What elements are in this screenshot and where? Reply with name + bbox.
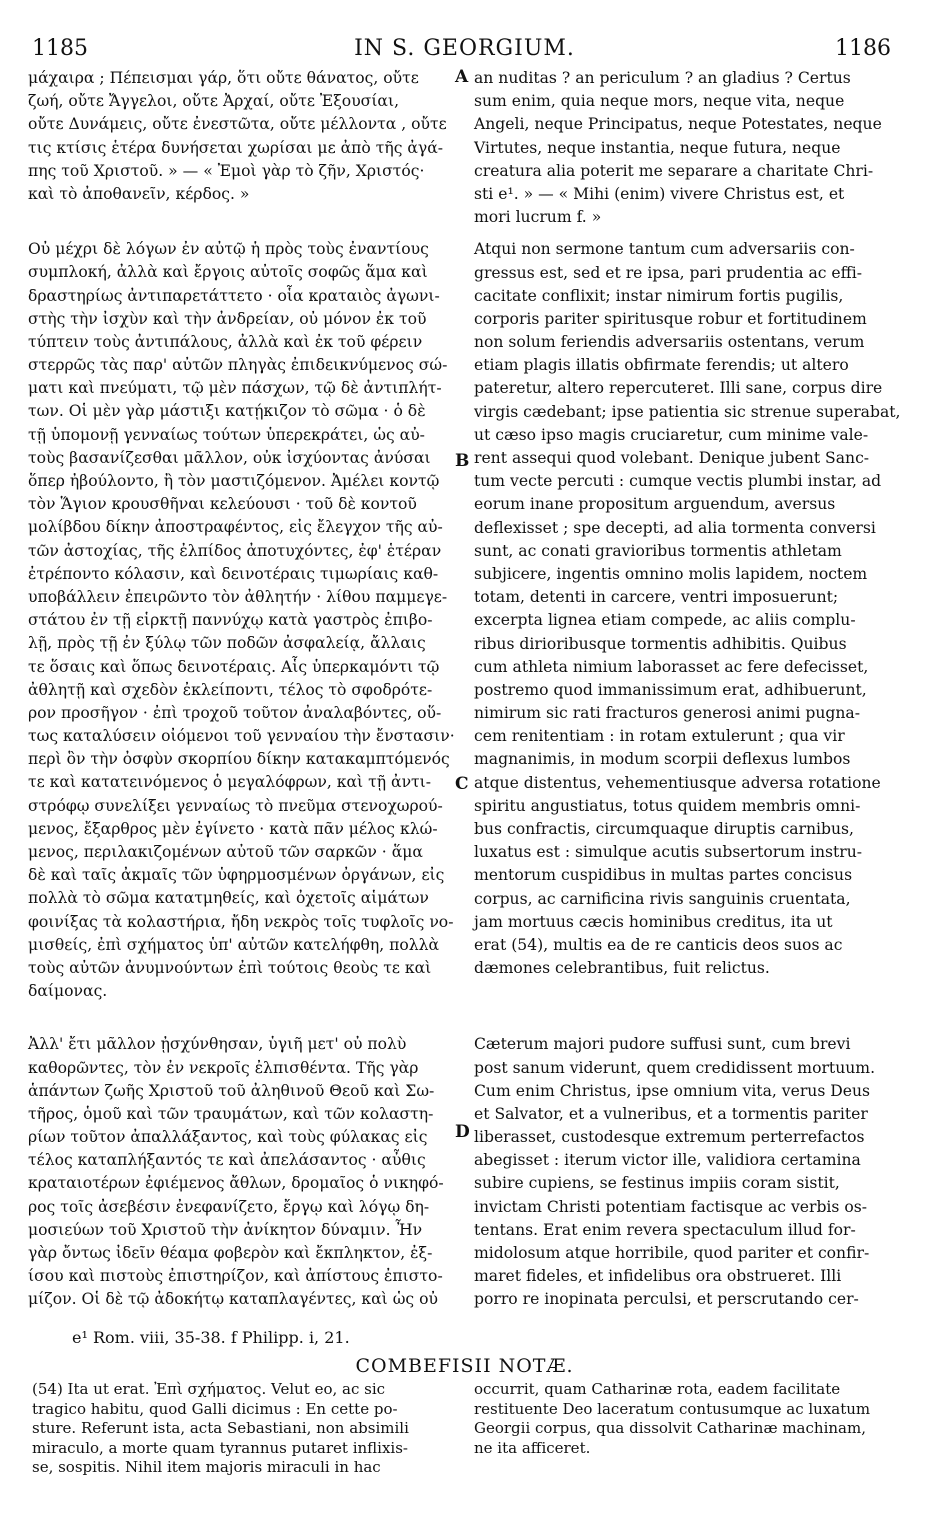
greek-text-line: δαίμονας. bbox=[28, 982, 108, 1001]
latin-text-line: etiam plagis illatis obfirmate ferendis; ut altero bbox=[474, 356, 849, 375]
latin-text-line: mentorum cuspidibus in multas partes concisus bbox=[474, 866, 853, 885]
greek-text-line: τῆρος, ὁμοῦ καὶ τῶν τραυμάτων, καὶ τῶν κολαστη- bbox=[28, 1104, 434, 1123]
latin-text-line: subjicere, ingentis omnino molis lapidem, noctem bbox=[474, 564, 868, 583]
greek-text-line: στὴς τὴν ἰσχὺν καὶ τὴν ἀνδρείαν, οὐ μόνον ἐκ τοῦ bbox=[28, 309, 427, 328]
greek-text-line: μενος, περιλακιζομένων αὐτοῦ τῶν σαρκῶν · ἅμα bbox=[28, 843, 423, 861]
latin-text-line: non solum feriendis adversariis ostentans, verum bbox=[474, 333, 865, 352]
right-page-number: 1186 bbox=[835, 36, 891, 61]
greek-text-line: ἁπάντων ζωῆς Χριστοῦ τοῦ ἀληθινοῦ Θεοῦ καὶ Σω- bbox=[28, 1081, 435, 1100]
greek-text-line: υποβάλλειν ἐπειρῶντο τὸν ἀθλητήν · λίθου παμμεγε- bbox=[28, 587, 448, 606]
latin-text-line: corporis pariter spiritusque robur et fortitudinem bbox=[474, 309, 867, 328]
latin-text-line: nimirum sic rati fracturos generosi animi pugna- bbox=[474, 704, 860, 723]
latin-text-line: sti e¹. » — « Mihi (enim) vivere Christus est, et bbox=[474, 184, 845, 203]
note-line: miraculo, a morte quam tyrannus putaret inflixis- bbox=[32, 1438, 408, 1457]
latin-text-line: eorum inane propositum arguendum, aversus bbox=[474, 495, 836, 514]
greek-text-line: τὸν Ἅγιον κρουσθῆναι κελεύουσι · τοῦ δὲ κοντοῦ bbox=[28, 495, 417, 514]
latin-text-line: et Salvator, et a vulneribus, et a tormentis pariter bbox=[474, 1104, 868, 1123]
latin-text-line: sunt, ac conati gravioribus tormentis athletam bbox=[474, 541, 842, 560]
latin-text-line: bus confractis, circumquaque diruptis carnibus, bbox=[474, 820, 855, 838]
greek-text-line: καὶ τὸ ἀποθανεῖν, κέρδος. » bbox=[28, 184, 250, 203]
latin-text-line: totam, detenti in carcere, ventri imposuerunt; bbox=[474, 588, 839, 607]
greek-text-line: πολλὰ τὸ σῶμα κατατμηθείς, καὶ ὀχετοῖς αἱμάτων bbox=[28, 889, 429, 908]
greek-text-line: στρόφῳ συνελίξει γενναίως τὸ πνεῦμα στενοχωρού- bbox=[28, 796, 443, 815]
greek-column bbox=[28, 67, 469, 1312]
latin-text-line: maret fideles, et infidelibus ora obstrueret. Illi bbox=[474, 1267, 842, 1286]
latin-text-line: dæmones celebrantibus, fuit relictus. bbox=[474, 959, 770, 978]
greek-text-line: τε καὶ κατατεινόμενος ὁ μεγαλόφρων, καὶ τῇ ἀντι- bbox=[28, 773, 432, 792]
latin-text-line: Cum enim Christus, ipse omnium vita, verus Deus bbox=[474, 1081, 871, 1100]
latin-text-line: gressus est, sed et re ipsa, pari prudentia ac effi- bbox=[474, 263, 862, 282]
latin-text-line: Virtutes, neque instantia, neque futura, neque bbox=[474, 138, 841, 157]
note-line: se, sospitis. Nihil item majoris miraculi in hac bbox=[32, 1458, 381, 1476]
latin-text-line: sum enim, quia neque mors, neque vita, neque bbox=[474, 92, 845, 111]
greek-text-line: καθορῶντες, τὸν ἐν νεκροῖς ἐλπισθέντα. Τῆς γὰρ bbox=[28, 1058, 419, 1077]
greek-text-line: ίσου καὶ πιστοὺς ἐπιστηρίζον, καὶ ἀπίστους ἐπιστο- bbox=[28, 1267, 443, 1286]
latin-text-line: an nuditas ? an periculum ? an gladius ? Certus bbox=[474, 69, 851, 87]
greek-text-line: λῇ, πρὸς τῇ ἐν ξύλῳ τῶν ποδῶν ἀσφαλείᾳ, ἄλλαις bbox=[28, 634, 426, 653]
margin-letter-a: A bbox=[455, 67, 469, 87]
greek-text-line: ρον προσῆγον · ἐπὶ τροχοῦ τοῦτον ἀναλαβόντες, οὕ- bbox=[28, 703, 442, 722]
greek-text-line: περὶ ὃν τὴν ὀσφὺν σκορπίου δίκην κατακαμπτόμενός bbox=[28, 750, 450, 769]
latin-paragraph-3 bbox=[474, 1033, 894, 1311]
greek-text-line: τις κτίσις ἑτέρα δυνήσεται χωρίσαι με ἀπὸ τῆς ἀγά- bbox=[28, 138, 444, 157]
greek-text-line: ὅπερ ἠβούλοντο, ἢ τὸν μαστιζόμενον. Ἀμέλει κοντῷ bbox=[28, 472, 440, 490]
latin-text-line: deflexisset ; spe decepti, ad alia tormenta conversi bbox=[474, 518, 876, 537]
greek-text-line: ρίων τοῦτον ἀπαλλάξαντος, καὶ τοὺς φύλακας εἰς bbox=[28, 1128, 428, 1147]
latin-text-line: virgis cædebant; ipse patientia sic strenue superabat, bbox=[474, 402, 901, 421]
running-title: IN S. GEORGIUM. bbox=[354, 36, 575, 61]
latin-text-line: tum vecte percuti : cumque vectis plumbi instar, ad bbox=[474, 472, 882, 491]
note-line: ne ita afficeret. bbox=[474, 1438, 591, 1457]
latin-text-line: ut cæso ipso magis cruciaretur, cum minime vale- bbox=[474, 425, 869, 444]
latin-column bbox=[474, 67, 901, 1312]
greek-text-line: οὔτε Δυνάμεις, οὔτε ἐνεστῶτα, οὔτε μέλλοντα , οὔτε bbox=[28, 115, 447, 134]
greek-text-line: τῇ ὑπομονῇ γενναίως τούτων ὑπερεκράτει, ὡς αὐ- bbox=[28, 425, 425, 444]
latin-text-line: cum athleta nimium laborasset ac fere defecisset, bbox=[474, 657, 869, 676]
greek-text-line: τοὺς βασανίζεσθαι μᾶλλον, οὐκ ἰσχύοντας ἀνύσαι bbox=[28, 448, 431, 467]
margin-letter-c: C bbox=[455, 774, 469, 794]
latin-text-line: midolosum atque horribile, quod pariter et confir- bbox=[474, 1244, 870, 1262]
margin-letter-d: D bbox=[455, 1122, 470, 1142]
latin-text-line: liberasset, custodesque extremum perterrefactos bbox=[474, 1128, 865, 1147]
greek-text-line: τοὺς αὐτῶν ἀνυμνούντων ἐπὶ τούτοις θεοὺς τε καὶ bbox=[28, 958, 432, 977]
latin-paragraph-2 bbox=[474, 238, 901, 980]
greek-text-line: μενος, ἔξαρθρος μὲν ἐγίνετο · κατὰ πᾶν μέλος κλώ- bbox=[28, 819, 438, 838]
note-line: (54) Ita ut erat. Ἐπὶ σχήματος. Velut eo, ac sic bbox=[32, 1380, 386, 1398]
latin-text-line: creatura alia poterit me separare a charitate Chri- bbox=[474, 161, 874, 180]
notes-left-column bbox=[32, 1380, 409, 1478]
greek-text-line: συμπλοκή, ἀλλὰ καὶ ἔργοις αὐτοῖς σοφῶς ἅμα καὶ bbox=[28, 263, 428, 282]
greek-text-line: ρος τοῖς ἀσεβέσιν ἐνεφανίζετο, ἔργῳ καὶ λόγῳ δη- bbox=[28, 1197, 430, 1216]
greek-text-line: δὲ καὶ ταῖς ἀκμαῖς τῶν ὑφηρμοσμένων ὀργάνων, εἰς bbox=[28, 866, 445, 885]
greek-text-line: δραστηρίως ἀντιπαρετάττετο · οἷα κραταιὸς ἀγωνι- bbox=[28, 286, 440, 305]
greek-paragraph-3 bbox=[28, 1033, 466, 1311]
latin-text-line: jam mortuus cæcis hominibus creditus, ita ut bbox=[474, 912, 833, 931]
latin-text-line: Cæterum majori pudore suffusi sunt, cum brevi bbox=[474, 1035, 851, 1054]
greek-text-line: τῶν ἀστοχίας, τῆς ἐλπίδος ἀποτυχόντες, ἐφ' ἑτέραν bbox=[28, 541, 442, 560]
latin-text-line: corpus, ac carnificina rivis sanguinis cruentata, bbox=[474, 889, 851, 908]
latin-text-line: magnanimis, in modum scorpii deflexus lumbos bbox=[474, 750, 851, 769]
notes-title: COMBEFISII NOTÆ. bbox=[355, 1355, 574, 1377]
greek-text-line: μισθείς, ἐπὶ σχήματος ὑπ' αὐτῶν κατελήφθη, πολλὰ bbox=[28, 935, 440, 954]
greek-text-line: ἀθλητῇ καὶ σχεδὸν ἐκλείποντι, τέλος τὸ σφοδρότε- bbox=[28, 680, 433, 699]
latin-text-line: pateretur, altero repercuteret. Illi sane, corpus dire bbox=[474, 379, 883, 398]
left-page-number: 1185 bbox=[32, 36, 88, 61]
greek-text-line: φοινίξας τὰ κολαστήρια, ἤδη νεκρὸς τοῖς τυφλοῖς νο- bbox=[28, 912, 454, 931]
scripture-references: e¹ Rom. viii, 35-38. f Philipp. i, 21. bbox=[72, 1328, 350, 1347]
greek-text-line: μάχαιρα ; Πέπεισμαι γάρ, ὅτι οὔτε θάνατος, οὔτε bbox=[28, 69, 419, 87]
greek-text-line: τέλος καταπλήξαντός τε καὶ ἀπελάσαντος · αὖθις bbox=[28, 1151, 426, 1170]
greek-text-line: μοσιεύων τοῦ Χριστοῦ τὴν ἀνίκητον δύναμιν. Ἦν bbox=[28, 1220, 423, 1239]
greek-paragraph-1 bbox=[28, 67, 469, 206]
greek-text-line: τε ὅσαις καὶ ὅπως δεινοτέραις. Αἷς ὑπερκαμόντι τῷ bbox=[28, 657, 440, 676]
latin-text-line: luxatus est : simulque acutis subsertorum instru- bbox=[474, 843, 863, 862]
latin-text-line: porro re inopinata perculsi, et perscrutando cer- bbox=[474, 1290, 859, 1309]
greek-text-line: γὰρ ὄντως ἰδεῖν θέαμα φοβερὸν καὶ ἔκπληκτον, ἐξ- bbox=[28, 1244, 433, 1262]
latin-text-line: invictam Christi potentiam factisque ac verbis os- bbox=[474, 1197, 868, 1216]
latin-text-line: cacitate conflixit; instar nimirum fortis pugilis, bbox=[474, 286, 844, 305]
latin-text-line: ribus dirioribusque tormentis adhibitis. Quibus bbox=[474, 634, 847, 653]
note-line: sture. Referunt ista, acta Sebastiani, non absimili bbox=[32, 1419, 409, 1437]
note-line: restituente Deo laceratum contusumque ac luxatum bbox=[474, 1399, 871, 1418]
greek-text-line: στερρῶς τὰς παρ' αὐτῶν πληγὰς ἐπιδεικνύμενος σώ- bbox=[28, 356, 448, 375]
greek-text-line: μολίβδου δίκην ἀποστραφέντος, εἰς ἔλεγχον τῆς αὐ- bbox=[28, 518, 443, 537]
greek-text-line: των. Οἱ μὲν γὰρ μάστιξι κατῄκιζον τὸ σῶμα · ὁ δὲ bbox=[28, 402, 426, 421]
greek-text-line: στάτου ἐν τῇ εἱρκτῇ παννύχῳ κατὰ γαστρὸς ἐπιβο- bbox=[28, 611, 433, 630]
greek-text-line: ματι καὶ πνεύματι, τῷ μὲν πάσχων, τῷ δὲ ἀντιπλήτ- bbox=[28, 379, 442, 398]
greek-text-line: Ἀλλ' ἔτι μᾶλλον ᾐσχύνθησαν, ὑγιῆ μετ' οὐ πολὺ bbox=[28, 1035, 407, 1054]
latin-text-line: mori lucrum f. » bbox=[474, 208, 602, 227]
latin-text-line: Angeli, neque Principatus, neque Potestates, neque bbox=[474, 115, 882, 134]
note-line: Georgii corpus, qua dissolvit Catharinæ machinam, bbox=[474, 1419, 866, 1437]
notes-right-column bbox=[474, 1380, 870, 1458]
latin-text-line: post sanum viderunt, quem credidissent mortuum. bbox=[474, 1058, 876, 1077]
margin-letter-b: B bbox=[455, 451, 470, 471]
greek-text-line: Οὐ μέχρι δὲ λόγων ἐν αὐτῷ ἡ πρὸς τοὺς ἐναντίους bbox=[28, 240, 429, 259]
greek-text-line: κραταιοτέρων ἐφιέμενος ἄθλων, δρομαῖος ὁ νικηφό- bbox=[28, 1174, 444, 1193]
greek-text-line: ζωή, οὔτε Ἄγγελοι, οὔτε Ἀρχαί, οὔτε Ἐξουσίαι, bbox=[28, 92, 400, 111]
latin-text-line: erat (54), multis ea de re canticis deos suos ac bbox=[474, 935, 843, 954]
greek-text-line: πης τοῦ Χριστοῦ. » — « Ἐμοὶ γὰρ τὸ ζῆν, Χριστός· bbox=[28, 161, 425, 180]
latin-text-line: tentans. Erat enim revera spectaculum illud for- bbox=[474, 1220, 856, 1239]
note-line: occurrit, quam Catharinæ rota, eadem facilitate bbox=[474, 1380, 841, 1398]
latin-text-line: abegisset : iterum victor ille, validiora certamina bbox=[474, 1151, 861, 1170]
greek-text-line: τύπτειν τοὺς ἀντιπάλους, ἀλλὰ καὶ ἐκ τοῦ φέρειν bbox=[28, 332, 423, 351]
latin-text-line: postremo quod immanissimum erat, adhibuerunt, bbox=[474, 680, 867, 699]
greek-text-line: μίζον. Οἱ δὲ τῷ ἀδοκήτῳ καταπλαγέντες, καὶ ὡς οὐ bbox=[28, 1290, 438, 1309]
latin-text-line: spiritu angustiatus, totus quidem membris omni- bbox=[474, 796, 861, 815]
latin-text-line: rent assequi quod volebant. Denique jubent Sanc- bbox=[474, 449, 870, 467]
note-line: tragico habitu, quod Galli dicimus : En cette po- bbox=[32, 1399, 398, 1418]
latin-text-line: cem renitentiam : in rotam extulerunt ; qua vir bbox=[474, 727, 845, 746]
greek-paragraph-2 bbox=[28, 238, 466, 1003]
latin-text-line: atque distentus, vehementiusque adversa rotatione bbox=[474, 773, 881, 792]
greek-text-line: τως καταλύσειν οἰόμενοι τοῦ γενναίου τὴν ἔνστασιν· bbox=[28, 727, 455, 746]
greek-text-line: ἐτρέποντο κόλασιν, καὶ δεινοτέραις τιμωρίαις καθ- bbox=[28, 564, 439, 583]
latin-text-line: Atqui non sermone tantum cum adversariis con- bbox=[474, 240, 855, 259]
latin-text-line: subire cupiens, se festinus impiis coram sistit, bbox=[474, 1174, 840, 1193]
latin-text-line: excerpta lignea etiam compede, ac aliis complu- bbox=[474, 611, 856, 630]
latin-paragraph-1 bbox=[474, 67, 894, 229]
page-header bbox=[0, 0, 929, 70]
